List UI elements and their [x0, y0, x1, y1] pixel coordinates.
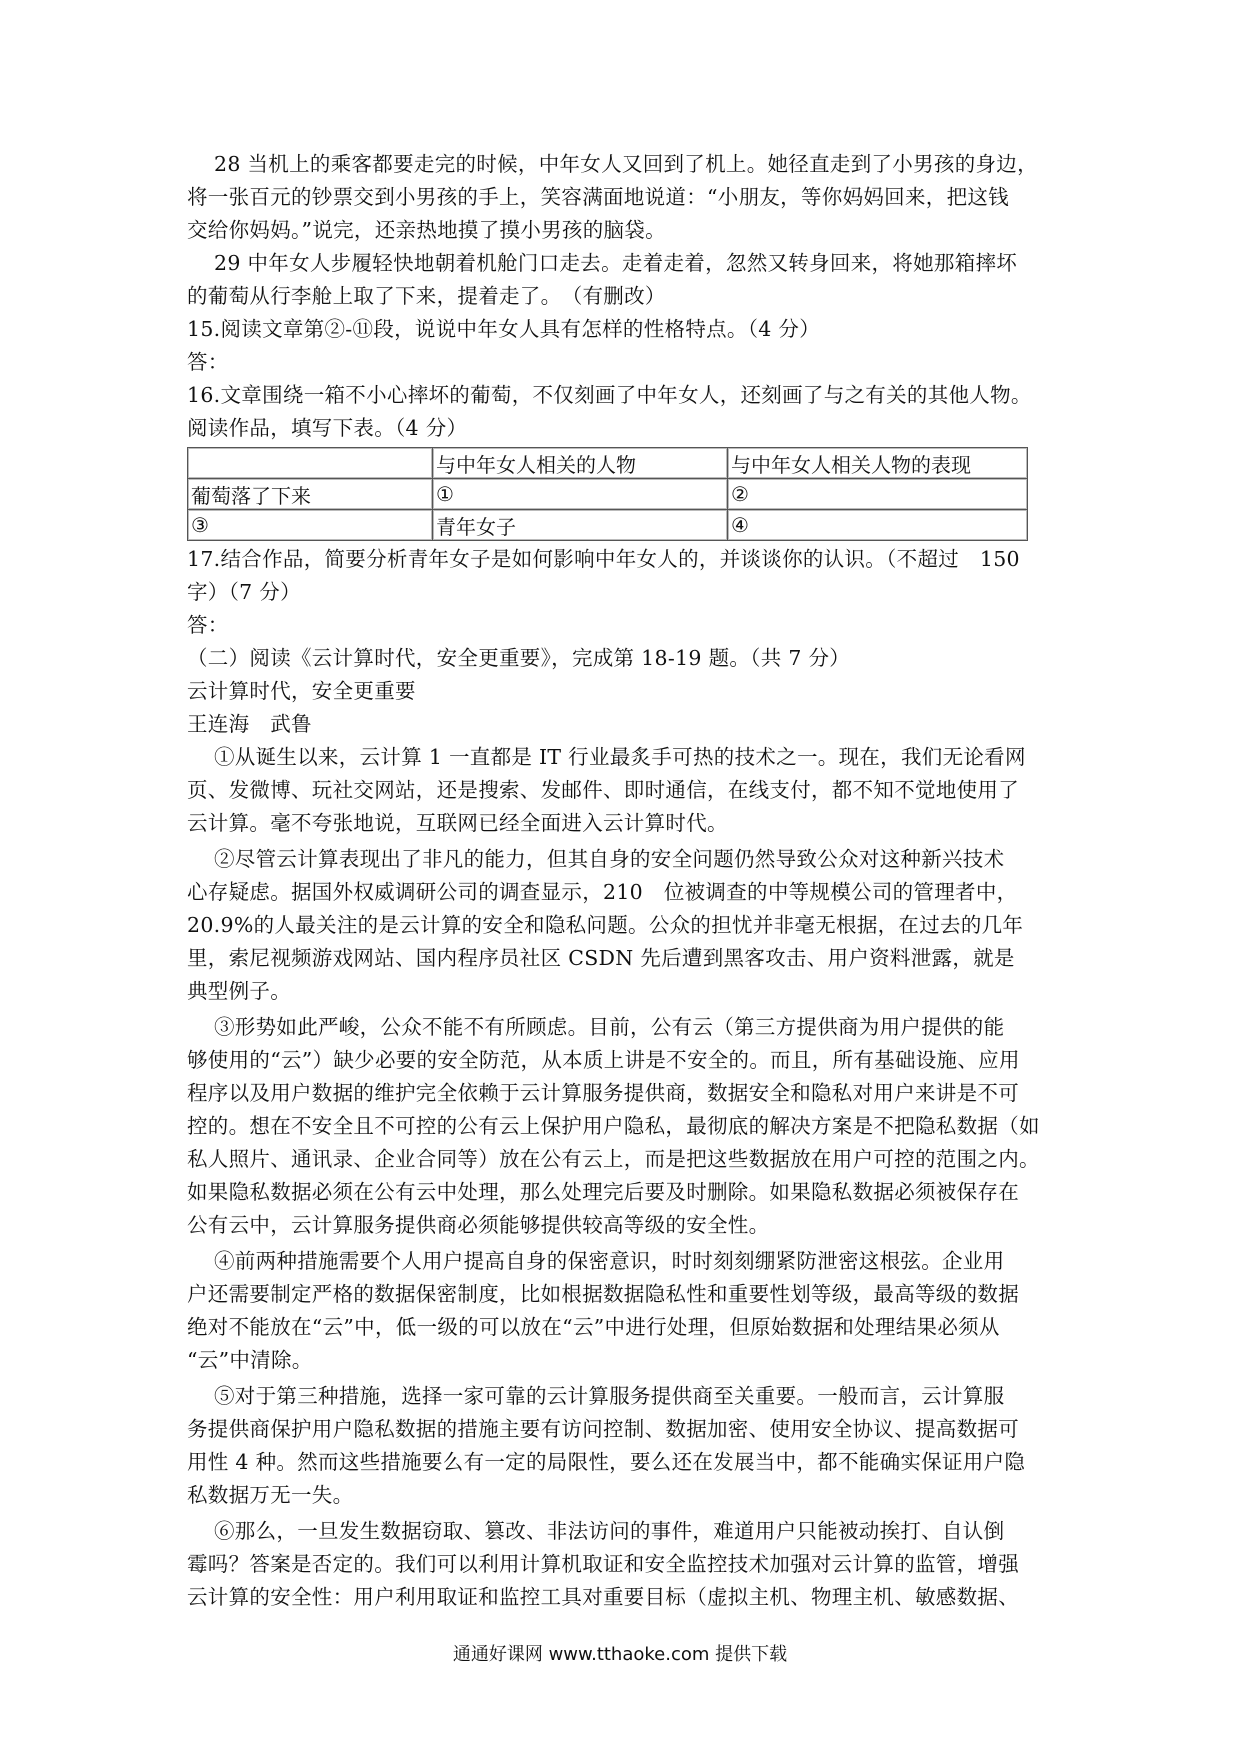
text-line: 云计算。毫不夸张地说，互联网已经全面进入云计算时代。 [187, 811, 728, 835]
text-line: 用性 4 种。然而这些措施要么有一定的局限性，要么还在发展当中，都不能确实保证用户隐 [187, 1450, 1026, 1474]
paragraph-29 [187, 247, 1057, 313]
text-line: 如果隐私数据必须在公有云中处理，那么处理完后要及时删除。如果隐私数据必须被保存在 [187, 1180, 1019, 1204]
text-line: 典型例子。 [187, 979, 291, 1003]
table-cell [188, 448, 433, 479]
answer-label: 答： [187, 350, 229, 374]
article-paragraph-6 [187, 1515, 1057, 1614]
article-paragraph-4 [187, 1245, 1057, 1377]
question-16 [187, 379, 1057, 445]
question-17 [187, 543, 1057, 609]
text-line: 心存疑虑。据国外权威调研公司的调查显示，210 位被调查的中等规模公司的管理者中， [187, 880, 1018, 904]
article-paragraph-2 [187, 843, 1057, 1008]
table-row [188, 479, 1028, 510]
text-line: 程序以及用户数据的维护完全依赖于云计算服务提供商，数据安全和隐私对用户来讲是不可 [187, 1081, 1019, 1105]
text-line: 页、发微博、玩社交网站，还是搜索、发邮件、即时通信，在线支付，都不知不觉地使用了 [187, 778, 1019, 802]
text-line: 控的。想在不安全且不可控的公有云上保护用户隐私，最彻底的解决方案是不把隐私数据（如 [187, 1114, 1040, 1138]
text-line: ②尽管云计算表现出了非凡的能力，但其自身的安全问题仍然导致公众对这种新兴技术 [214, 847, 1005, 871]
text-line: 绝对不能放在“云”中，低一级的可以放在“云”中进行处理，但原始数据和处理结果必须从 [187, 1315, 1000, 1339]
text-line: 17.结合作品，简要分析青年女子是如何影响中年女人的，并谈谈你的认识。（不超过 150 [187, 547, 1020, 571]
text-line: 够使用的“云”）缺少必要的安全防范，从本质上讲是不安全的。而且，所有基础设施、应用 [187, 1048, 1020, 1072]
text-line: ③形势如此严峻，公众不能不有所顾虑。目前，公有云（第三方提供商为用户提供的能 [214, 1015, 1005, 1039]
text-line: 阅读作品，填写下表。（4 分） [187, 416, 468, 440]
section-heading: （二）阅读《云计算时代，安全更重要》，完成第 18-19 题。（共 7 分） [187, 646, 851, 670]
text-line: 将一张百元的钞票交到小男孩的手上，笑容满面地说道：“小朋友，等你妈妈回来，把这钱 [187, 185, 1009, 209]
table-cell: ③ [188, 510, 433, 541]
answer-label: 答： [187, 613, 229, 637]
article-authors: 王连海 武鲁 [187, 712, 312, 736]
text-line: 20.9%的人最关注的是云计算的安全和隐私问题。公众的担忧并非毫无根据，在过去的几年 [187, 913, 1024, 937]
table-cell: ① [433, 479, 728, 510]
table-row [188, 510, 1028, 541]
text-line: 的葡萄从行李舱上取了下来，提着走了。 （有删改） [187, 284, 666, 308]
text-line: ④前两种措施需要个人用户提高自身的保密意识，时时刻刻绷紧防泄密这根弦。企业用 [214, 1249, 1005, 1273]
text-line: 私人照片、通讯录、企业合同等）放在公有云上，而是把这些数据放在用户可控的范围之内。 [187, 1147, 1040, 1171]
article-paragraph-3 [187, 1011, 1057, 1242]
article-paragraph-1 [187, 741, 1057, 840]
text-line: 29 中年女人步履轻快地朝着机舱门口走去。走着走着，忽然又转身回来，将她那箱摔坏 [214, 251, 1018, 275]
text-line: 户还需要制定严格的数据保密制度，比如根据数据隐私性和重要性划等级，最高等级的数据 [187, 1282, 1019, 1306]
text-line: 公有云中，云计算服务提供商必须能够提供较高等级的安全性。 [187, 1213, 770, 1237]
footer-source: 通通好课网 www.tthaoke.com 提供下载 [452, 1644, 788, 1665]
text-line: 28 当机上的乘客都要走完的时候，中年女人又回到了机上。她径直走到了小男孩的身边， [214, 152, 1038, 176]
paragraph-28 [187, 148, 1057, 247]
text-line: “云”中清除。 [187, 1348, 313, 1372]
text-line: 务提供商保护用户隐私数据的措施主要有访问控制、数据加密、使用安全协议、提高数据可 [187, 1417, 1019, 1441]
article-paragraph-5 [187, 1380, 1057, 1512]
document-page [187, 148, 1057, 1614]
table-cell: ② [728, 479, 1028, 510]
text-line: ①从诞生以来，云计算 1 一直都是 IT 行业最炙手可热的技术之一。现在，我们无论看网 [214, 745, 1026, 769]
text-line: 交给你妈妈。”说完，还亲热地摸了摸小男孩的脑袋。 [187, 218, 666, 242]
table-cell: 葡萄落了下来 [188, 479, 433, 510]
text-line: ⑥那么，一旦发生数据窃取、篡改、非法访问的事件，难道用户只能被动挨打、自认倒 [214, 1519, 1005, 1543]
article-title: 云计算时代，安全更重要 [187, 679, 416, 703]
text-line: 里，索尼视频游戏网站、国内程序员社区 CSDN 先后遭到黑客攻击、用户资料泄露，就是 [187, 946, 1015, 970]
text-line: 字）（7 分） [187, 580, 301, 604]
table-cell: 青年女子 [433, 510, 728, 541]
table-cell: ④ [728, 510, 1028, 541]
question-15: 15.阅读文章第②-⑪段，说说中年女人具有怎样的性格特点。（4 分） [187, 317, 821, 341]
text-line: ⑤对于第三种措施，选择一家可靠的云计算服务提供商至关重要。一般而言，云计算服 [214, 1384, 1005, 1408]
text-line: 私数据万无一失。 [187, 1483, 354, 1507]
text-line: 16.文章围绕一箱不小心摔坏的葡萄，不仅刻画了中年女人，还刻画了与之有关的其他人物。 [187, 383, 1032, 407]
table-header-row [188, 448, 1028, 479]
table-cell: 与中年女人相关人物的表现 [728, 448, 1028, 479]
table-cell: 与中年女人相关的人物 [433, 448, 728, 479]
text-line: 云计算的安全性：用户利用取证和监控工具对重要目标（虚拟主机、物理主机、敏感数据、 [187, 1585, 1019, 1609]
fill-in-table [187, 447, 1028, 541]
text-line: 霉吗？答案是否定的。我们可以利用计算机取证和安全监控技术加强对云计算的监管，增强 [187, 1552, 1019, 1576]
